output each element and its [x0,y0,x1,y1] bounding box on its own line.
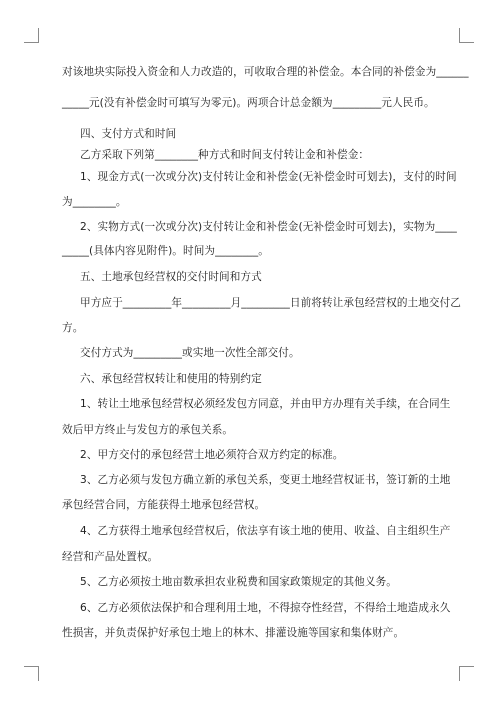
text-line: 承包经营合同，方能获得土地承包经营权。 [62,499,266,511]
text-line: 4、乙方获得土地承包经营权后，依法享有该土地的使用、收益、自主组织生产 [80,525,451,537]
text-line: 为________。 [62,196,127,208]
text-line: 交付方式为_________或实地一次性全部交付。 [80,347,300,359]
text-line: 2、实物方式(一次或分次)支付转让金和补偿金(无补偿金时可划去)，实物为____ [80,221,457,233]
text-line: 效后甲方终止与发包方的承包关系。 [62,424,234,436]
text-line: 乙方采取下列第________种方式和时间支付转让金和补偿金： [80,149,370,161]
crop-mark-top-right [459,28,474,43]
crop-mark-top-left [24,28,39,43]
crop-mark-bottom-left [24,666,39,681]
text-line: 性损害，并负责保护好承包土地上的林木、排灌设施等国家和集体财产。 [62,627,405,639]
text-line: 方。 [62,322,84,334]
section-heading-payment: 四、支付方式和时间 [80,128,177,140]
text-line: 1、转让土地承包经营权必须经发包方同意，并由甲方办理有关手续，在合同生 [80,398,451,410]
text-line: _____元(没有补偿金时可填写为零元)。两项合计总金额为_________元人民币。 [62,97,435,109]
text-line: 3、乙方必须与发包方确立新的承包关系，变更土地经营权证书，签订新的土地 [80,474,451,486]
text-line: 6、乙方必须依法保护和合理利用土地，不得掠夺性经营，不得给土地造成永久 [80,602,451,614]
text-line: 甲方应于_________年_________月_________日前将转让承包经营权的土地交付乙 [80,297,461,309]
text-line: 5、乙方必须按土地亩数承担农业税费和国家政策规定的其他义务。 [80,576,397,588]
text-line: 1、现金方式(一次或分次)支付转让金和补偿金(无补偿金时可划去)，支付的时间 [80,171,457,183]
text-line: 经营和产品处置权。 [62,551,159,563]
crop-mark-bottom-right [459,666,474,681]
text-line: 2、甲方交付的承包经营土地必须符合双方约定的标准。 [80,449,344,461]
section-heading-special-terms: 六、承包经营权转让和使用的特别约定 [80,373,262,385]
text-line: 对该地块实际投入资金和人力改造的，可收取合理的补偿金。本合同的补偿金为______ [62,66,469,78]
section-heading-delivery: 五、土地承包经营权的交付时间和方式 [80,271,262,283]
text-line: _____(具体内容见附件)。时间为________。 [62,245,269,257]
